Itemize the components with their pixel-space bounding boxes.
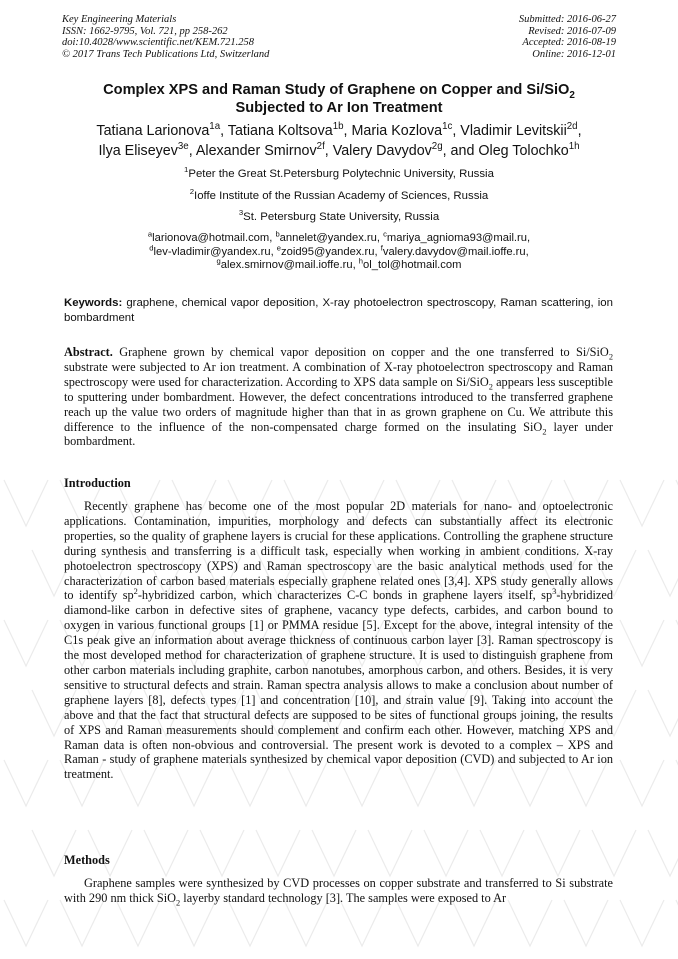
revised-date: Revised: 2016-07-09 [528,25,616,37]
affiliation-3: $^3$St. Petersburg State University, Russia [238,208,440,223]
title-line-2: Subjected to Ar Ion Treatment [235,100,443,116]
introduction-heading: Introduction [64,476,131,490]
email-address: annelet@yandex.ru [279,232,377,244]
submitted-date: Submitted: 2016-06-27 [518,14,616,25]
journal-info [62,14,269,60]
email-list [40,229,638,273]
title-line-1: Complex XPS and Raman Study of Graphene on Copper and Si/SiO$_2$ [103,82,575,101]
paper-title [40,81,638,117]
affiliation-2: $^2$Ioffe Institute of the Russian Academy of Sciences, Russia [189,187,489,202]
email-address: larionova@hotmail.com [152,232,270,244]
online-date: Online: 2016-12-01 [532,48,616,60]
email-line: $^d$lev-vladimir@yandex.ru, $^e$zoid95@yandex.ru, $^f$valery.davydov@mail.ioffe.ru, [149,242,529,258]
author-list: Tatiana Larionova$^{1a}$, Tatiana Koltsova$^{1b}$, Maria Kozlova$^{1c}$, Vladimir Levitskii$^{2d}$, Ilya Eliseyev$^{3e}$, Alexander Smirnov$^{2f}$, Valery Davydov$^{2g}$, and Oleg Tolochko$^{1h}$ [96,121,582,159]
email-address: lev-vladimir@yandex.ru [153,245,271,258]
abstract: Abstract. Graphene grown by chemical vapor deposition on copper and the one transferred to Si/SiO$_2$ substrate were subjected to Ar ion treatment. A combination of X-ray photoelectron spectroscopy and Raman spectroscopy were used for characterization. According to XPS data sample on Si/SiO$_2$ appears less susceptible to sputtering under bombardment. However, the defect concentrations introduced to the transferred graphene reach up the value two orders of magnitude higher than that in as grown graphene on Cu. We attribute this difference to the influence of the non-compensated charge formed on the insulating SiO$_2$ layer under bombardment. [64,345,614,449]
author-name: Tatiana Larionova [96,123,210,139]
journal-name: Key Engineering Materials [62,14,177,25]
keywords-text: graphene, chemical vapor deposition, X-ray photoelectron spectroscopy, Raman scattering, ion bombardment [64,297,613,324]
author-name: Ilya Eliseyev [98,142,178,159]
journal-issn: ISSN: 1662-9795, Vol. 721, pp 258-262 [62,25,228,37]
email-address: zoid95@yandex.ru [281,245,375,258]
keywords-label: Keywords: [64,297,123,309]
publication-dates [519,14,616,60]
methods-heading: Methods [64,853,110,867]
author-name: Alexander Smirnov [195,142,317,159]
email-address: mariya_agnioma93@mail.ru [386,232,527,244]
methods-paragraph: Graphene samples were synthesized by CVD processes on copper substrate and transferred to Si substrate with 290 nm thick SiO$_2$ layerby standard technology [3]. The samples were exposed to Ar [64,876,613,908]
author-name: Oleg Tolochko [478,142,569,159]
author-name: Maria Kozlova [351,123,443,139]
abstract-label: Abstract. [64,345,113,359]
introduction-paragraph: Recently graphene has become one of the most popular 2D materials for nano- and optoelectronic applications. Contamination, impurities, morphology and defects can substantially affect its electronic properties, so the quality of graphene layers is crucial for these applications. Controlling the graphene structure during synthesis and transferring is a difficult task, especially when working in ambient conditions. X-ray photoelectron spectroscopy (XPS) and Raman spectroscopy are the basic analytical methods used for the characterization of carbon based materials especially graphene related ones [3,4]. XPS study generally allows to identify $sp^2$-hybridized carbon, which characterizes C-C bonds in graphene layers itself, $sp^3$-hybridized diamond-like carbon in defective sites of graphene, vacancy type defects, carbides, and carbon bound to oxygen in various functional groups [1] or PMMA residue [5]. Except for the above, integral intensity of the C1s peak give an information about average thickness of continuous carbon layer [3]. Raman spectroscopy is the most developed method for characterization of graphene structure. It is used to distinguish graphene from other carbon materials including graphite, carbon nanotubes, amorphous carbon, and others. Besides, it is very sensitive to structural defects and strain. Raman spectra analysis allows to make a conclusion about number of graphene layers [8], defects types [1] and concentration [10], and strain value [9]. Taking into account the above and that the fact that structural defects are supposed to be sites of functional groups joining, the results of XPS and Raman measurements should complement and confirm each other. However, matching XPS and Raman data is often non-obvious and controversial. The present work is devoted to a complex – XPS and Raman - study of graphene materials synthesized by chemical vapor deposition (CVD) and subjected to Ar ion treatment. [64,499,613,782]
journal-copyright: © 2017 Trans Tech Publications Ltd, Switzerland [62,48,270,60]
author-name: Tatiana Koltsova [227,123,333,139]
author-name: Vladimir Levitskii [460,123,567,139]
email-line: $^a$larionova@hotmail.com, $^b$annelet@yandex.ru, $^c$mariya_agnioma93@mail.ru, [147,229,531,244]
journal-doi: doi:10.4028/www.scientific.net/KEM.721.258 [62,37,254,49]
accepted-date: Accepted: 2016-08-19 [522,37,616,49]
author-name: Valery Davydov [332,142,432,159]
email-address: ol_tol@hotmail.com [363,259,462,271]
email-line: $^g$alex.smirnov@mail.ioffe.ru, $^h$ol_tol@hotmail.com [216,256,462,271]
email-address: valery.davydov@mail.ioffe.ru [382,245,526,258]
keywords [64,296,613,326]
affiliation-1: $^1$Peter the Great St.Petersburg Polytechnic University, Russia [184,165,494,180]
email-address: alex.smirnov@mail.ioffe.ru [220,259,353,271]
